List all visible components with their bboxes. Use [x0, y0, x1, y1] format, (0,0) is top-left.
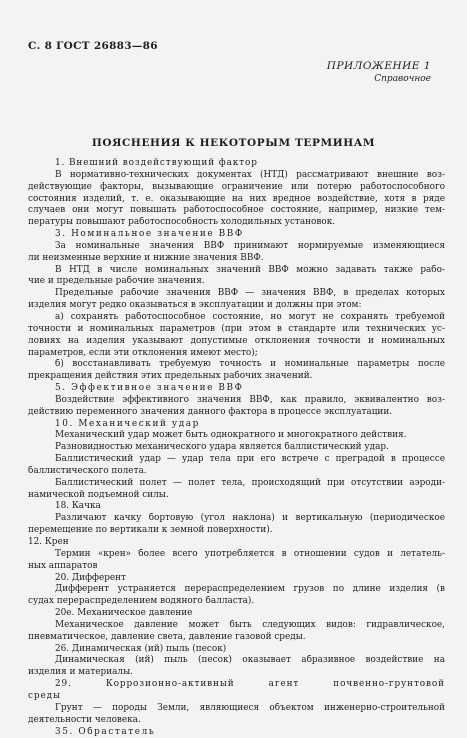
- paragraph-line: Динамическая (ий) пыль (песок) оказывает абразивное воздействие на: [28, 655, 445, 667]
- term-heading: 29. Коррозионно-активный агент почвенно-грунтовой: [28, 679, 445, 691]
- appendix-type: Справочное: [327, 74, 431, 84]
- term-heading: 20е. Механическое давление: [28, 608, 445, 620]
- term-heading: 1. Внешний воздействующий фактор: [28, 158, 445, 170]
- paragraph-line: состояния изделий, т. е. оказывающие на них вредное воздействие, хотя в ряде: [28, 194, 445, 206]
- paragraph-line: перемещение по вертикали к земной поверхности).: [28, 525, 445, 537]
- term-heading: 10. Механический удар: [28, 419, 445, 431]
- term-heading: 20. Дифферент: [28, 573, 445, 585]
- term-heading: 5. Эффективное значение ВВФ: [28, 383, 445, 395]
- paragraph-line: За номинальные значения ВВФ принимают нормируемые изменяющиеся: [28, 241, 445, 253]
- paragraph-line: чие и предельные рабочие значения.: [28, 276, 445, 288]
- page-number-and-standard: С. 8 ГОСТ 26883—86: [28, 40, 158, 52]
- paragraph-line: точности и номинальных параметров (при этом в стандарте или технических ус-: [28, 324, 445, 336]
- paragraph-line: Термин «крен» более всего употребляется в отношении судов и летатель-: [28, 549, 445, 561]
- paragraph-line: б) восстанавливать требуемую точность и номинальные параметры после: [28, 359, 445, 371]
- paragraph-line: В нормативно-технических документах (НТД) рассматривают внешние воз-: [28, 170, 445, 182]
- paragraph-line: деятельности человека.: [28, 715, 445, 727]
- paragraph-line: пературы повышают работоспособность холодильных установок.: [28, 217, 445, 229]
- section-title: ПОЯСНЕНИЯ К НЕКОТОРЫМ ТЕРМИНАМ: [0, 137, 467, 149]
- paragraph-line: Грунт — породы Земли, являющиеся объектом инженерно-строительной: [28, 703, 445, 715]
- paragraph-line: намической подъемной силы.: [28, 490, 445, 502]
- term-heading: среды: [28, 691, 445, 703]
- paragraph-line: Механический удар может быть однократного и многократного действия.: [28, 430, 445, 442]
- document-body: [28, 158, 445, 738]
- paragraph-line: действующие факторы, вызывающие ограничение или потерю работоспособного: [28, 182, 445, 194]
- term-heading: 26. Динамическая (ий) пыль (песок): [28, 644, 445, 656]
- paragraph-line: ных аппаратов: [28, 561, 445, 573]
- term-heading: 18. Качка: [28, 501, 445, 513]
- paragraph-line: судах перераспределением водяного балласта).: [28, 596, 445, 608]
- term-heading: 12. Крен: [28, 537, 445, 549]
- paragraph-line: пневматическое, давление света, давление газовой среды.: [28, 632, 445, 644]
- paragraph-line: Разновидностью механического удара является баллистический удар.: [28, 442, 445, 454]
- paragraph-line: Баллистический полет — полет тела, происходящий при отсутствии аэроди-: [28, 478, 445, 490]
- paragraph-line: В НТД в числе номинальных значений ВВФ можно задавать также рабо-: [28, 265, 445, 277]
- paragraph-line: Различают качку бортовую (угол наклона) и вертикальную (периодическое: [28, 513, 445, 525]
- term-heading: 35. Обрастатель: [28, 727, 445, 738]
- paragraph-line: а) сохранять работоспособное состояние, но могут не сохранять требуемой: [28, 312, 445, 324]
- paragraph-line: ли неизменные верхние и нижние значения ВВФ.: [28, 253, 445, 265]
- paragraph-line: баллистического полета.: [28, 466, 445, 478]
- paragraph-line: ловиях на изделия указывают допустимые отклонения точности и номинальных: [28, 336, 445, 348]
- paragraph-line: Дифферент устраняется перераспределением грузов по длине изделия (в: [28, 584, 445, 596]
- paragraph-line: действию переменного значения данного фактора в процессе эксплуатации.: [28, 407, 445, 419]
- appendix-block: [327, 60, 431, 84]
- paragraph-line: параметров, если эти отклонения имеют место);: [28, 348, 445, 360]
- appendix-label: ПРИЛОЖЕНИЕ 1: [327, 60, 431, 72]
- paragraph-line: Предельные рабочие значения ВВФ — значения ВВФ, в пределах которых: [28, 288, 445, 300]
- paragraph-line: Механическое давление может быть следующих видов: гидравлическое,: [28, 620, 445, 632]
- paragraph-line: Воздействие эффективного значения ВВФ, как правило, эквивалентно воз-: [28, 395, 445, 407]
- paragraph-line: изделия могут редко оказываться в эксплуатации и должны при этом:: [28, 300, 445, 312]
- paragraph-line: случаев они могут повышать работоспособное состояние, например, низкие тем-: [28, 205, 445, 217]
- term-heading: 3. Номинальное значение ВВФ: [28, 229, 445, 241]
- paragraph-line: прекращения действия этих предельных рабочих значений.: [28, 371, 445, 383]
- paragraph-line: Баллистический удар — удар тела при его встрече с преградой в процессе: [28, 454, 445, 466]
- paragraph-line: изделия и материалы.: [28, 667, 445, 679]
